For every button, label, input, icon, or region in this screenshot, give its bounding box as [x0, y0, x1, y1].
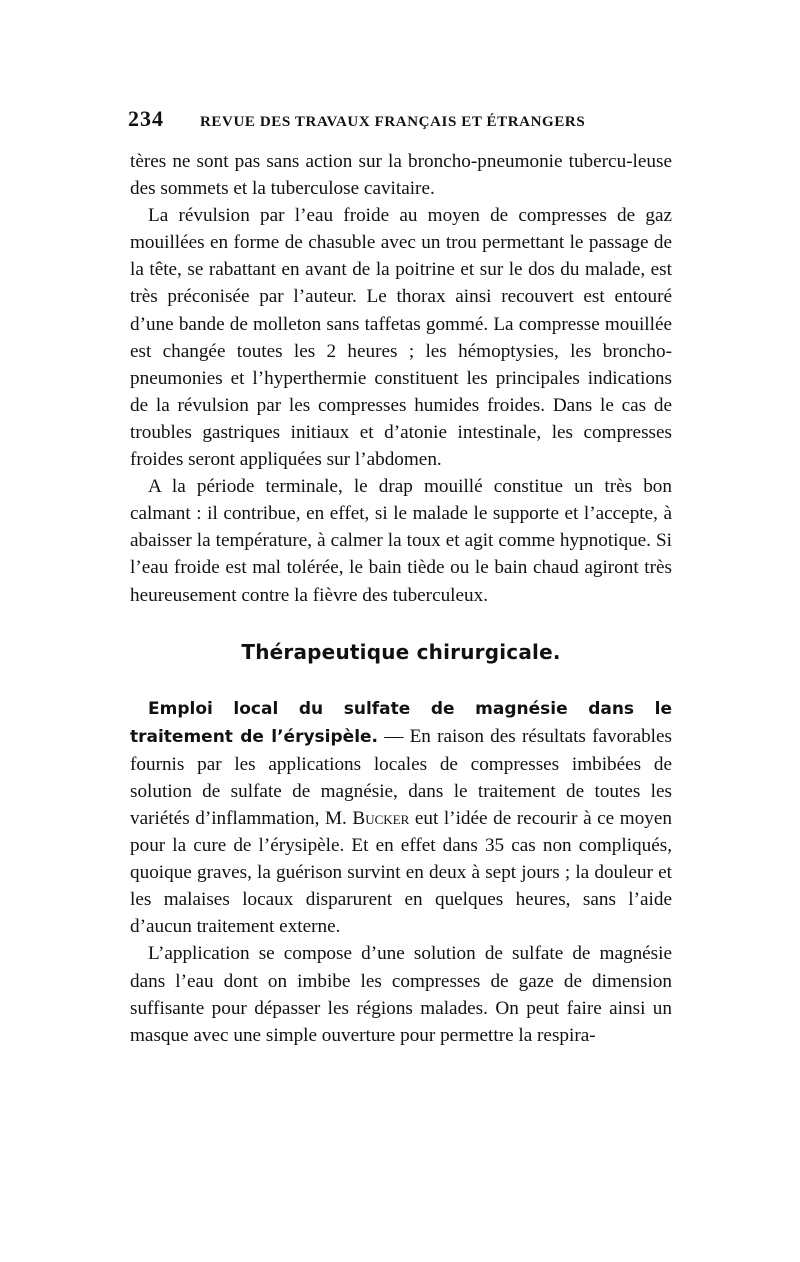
paragraph-revulsion: La révulsion par l’eau froide au moyen de compresses de gaz mouillées en forme de chasuble avec un trou permettant le passage de la tête, se rabattant en avant de la poitrine et sur le dos du malade, est très préconisée par l’auteur. Le thorax ainsi recouvert est entouré d’une bande de molleton sans taffetas gommé. La compresse mouillée est changée toutes les 2 heures ; les hémoptysies, les broncho-pneumonies et l’hyperthermie constituent les principales indications de la révulsion par les compresses humides froides. Dans le cas de troubles gastriques initiaux et d’atonie intestinale, les compresses froides seront appliquées sur l’abdomen.: [130, 205, 672, 471]
paragraph-continued: tères ne sont pas sans action sur la broncho-pneumonie tubercu-leuse des sommets et la tuberculose cavitaire.: [130, 151, 672, 200]
article-text-rest: eut l’idée de recourir à ce moyen pour la cure de l’érysipèle. Et en effet dans 35 cas non compliqués, quoique graves, la guérison survint en deux à sept jours ; la douleur et les malaises locaux disparurent en quelques heures, sans l’aide d’aucun traitement externe.: [130, 807, 672, 938]
article-paragraph-intro: [130, 695, 672, 941]
article-paragraph-application: L’application se compose d’une solution de sulfate de magnésie dans l’eau dont on imbibe les compresses de gaze de dimension suffisante pour dépasser les régions malades. On peut faire ainsi un masque avec une simple ouverture pour permettre la respira-: [130, 943, 672, 1046]
running-title: REVUE DES TRAVAUX FRANÇAIS ET ÉTRANGERS: [200, 114, 586, 130]
page-number: 234: [128, 106, 164, 131]
article-text-intro: — En raison des résultats favorables fournis par les applications locales de compresses imbibées de solution de sulfate de magnésie, dans le traitement de toutes les variétés d’inflammation, M.: [130, 725, 672, 829]
paragraph-terminal-period: A la période terminale, le drap mouillé constitue un très bon calmant : il contribue, en effet, si le malade le supporte et l’accepte, à abaisser la température, à calmer la toux et agit comme hypnotique. Si l’eau froide est mal tolérée, le bain tiède ou le bain chaud agiront très heureusement contre la fièvre des tuberculeux.: [130, 476, 672, 606]
article-title: Emploi local du sulfate de magnésie dans le traitement de l’érysipèle.: [130, 698, 672, 747]
section-heading: Thérapeutique chirurgicale.: [241, 639, 561, 664]
author-name: Bucker: [352, 807, 410, 829]
running-head: [128, 106, 672, 136]
body-text: [130, 148, 672, 1049]
